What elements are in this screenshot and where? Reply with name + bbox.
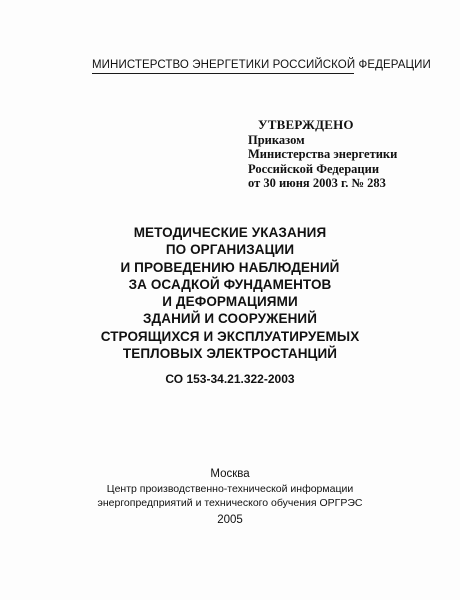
approval-line: от 30 июня 2003 г. № 283 <box>248 176 386 190</box>
approval-block <box>248 118 448 191</box>
title-line: ЗДАНИЙ И СООРУЖЕНИЙ <box>142 311 318 327</box>
approval-stamp: УТВЕРЖДЕНО <box>258 117 354 132</box>
title-line: СТРОЯЩИХСЯ И ЭКСПЛУАТИРУЕМЫХ <box>100 328 360 344</box>
imprint-year: 2005 <box>217 514 243 526</box>
title-line: И ПРОВЕДЕНИЮ НАБЛЮДЕНИЙ <box>120 259 340 275</box>
imprint-city: Москва <box>210 468 250 480</box>
imprint-publisher: энергопредприятий и технического обучения ОРГРЭС <box>97 497 363 509</box>
header-underline <box>92 73 354 74</box>
imprint-publisher: Центр производственно-технической информации <box>106 483 354 495</box>
imprint-block <box>80 466 380 528</box>
document-title <box>80 224 380 362</box>
approval-line: Министерства энергетики <box>248 147 398 161</box>
approval-line: Российской Федерации <box>248 161 380 176</box>
title-line: И ДЕФОРМАЦИЯМИ <box>162 294 298 310</box>
title-line: ПО ОРГАНИЗАЦИИ <box>165 242 295 258</box>
title-line: ЗА ОСАДКОЙ ФУНДАМЕНТОВ <box>128 276 332 292</box>
approval-line: Приказом <box>248 132 305 147</box>
document-code: СО 153-34.21.322-2003 <box>165 372 295 386</box>
ministry-header: МИНИСТЕРСТВО ЭНЕРГЕТИКИ РОССИЙСКОЙ ФЕДЕРАЦИИ <box>92 59 431 71</box>
title-line: ТЕПЛОВЫХ ЭЛЕКТРОСТАНЦИЙ <box>122 346 338 362</box>
title-line: МЕТОДИЧЕСКИЕ УКАЗАНИЯ <box>133 225 327 240</box>
